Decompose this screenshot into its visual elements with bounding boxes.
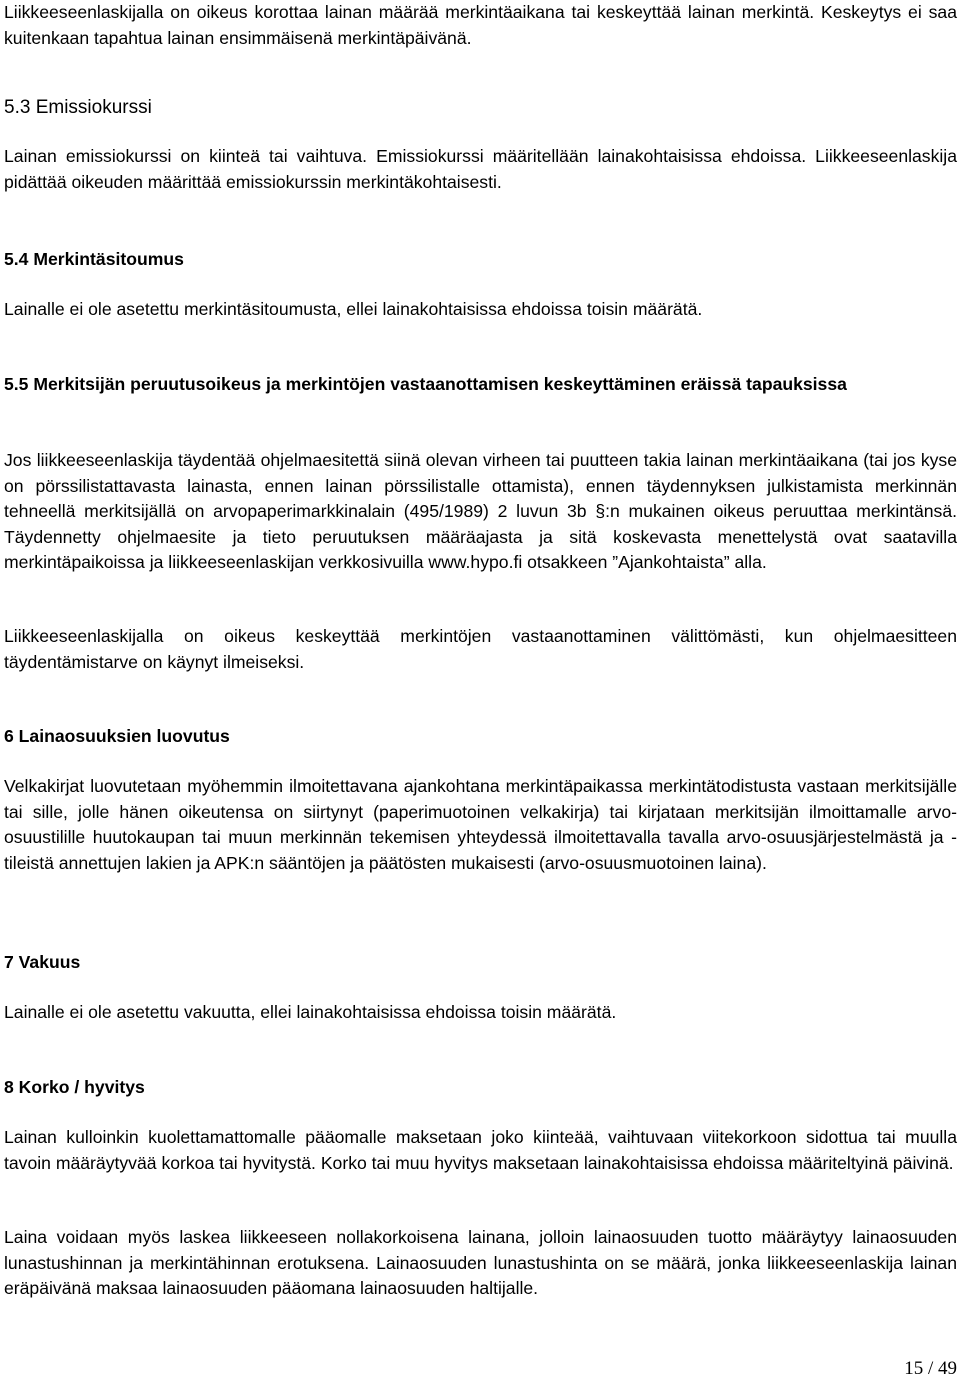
heading-8: 8 Korko / hyvitys	[4, 1077, 145, 1097]
heading-5-5: 5.5 Merkitsijän peruutusoikeus ja merkintöjen vastaanottamisen keskeyttäminen eräissä tapauksissa	[4, 374, 847, 394]
paragraph-5-4: Lainalle ei ole asetettu merkintäsitoumusta, ellei lainakohtaisissa ehdoissa toisin määrätä.	[4, 299, 703, 319]
paragraph-8-a: Lainan kulloinkin kuolettamattomalle pääomalle maksetaan joko kiinteää, vaihtuvaan viitekorkoon sidottua tai muulla tavoin määräytyvää korkoa tai hyvitystä. Korko tai muu hyvitys maksetaan lainakohtaisissa ehdoissa määriteltyinä päivinä.	[4, 1127, 957, 1173]
page-number: 15 / 49	[904, 1358, 957, 1379]
paragraph-6: Velkakirjat luovutetaan myöhemmin ilmoitettavana ajankohtana merkintäpaikassa merkintätodistusta vastaan merkitsijälle tai sille, jolle hänen oikeutensa on siirtynyt (paperimuotoinen velkakirja) tai kirjataan merkitsijän ilmoittamalle arvo-osuustilille huutokaupan tai muun merkinnän tekemisen yhteydessä ilmoitettavalla tavalla arvo-osuusjärjestelmästä ja -tileistä annettujen lakien ja APK:n sääntöjen ja päätösten mukaisesti (arvo-osuusmuotoinen laina).	[4, 776, 957, 873]
heading-7: 7 Vakuus	[4, 952, 81, 972]
heading-5-3: 5.3 Emissiokurssi	[4, 97, 152, 118]
intro-paragraph: Liikkeeseenlaskijalla on oikeus korottaa lainan määrää merkintäaikana tai keskeyttää lainan merkintä. Keskeytys ei saa kuitenkaan tapahtua lainan ensimmäisenä merkintäpäivänä.	[4, 2, 957, 48]
paragraph-5-3: Lainan emissiokurssi on kiinteä tai vaihtuva. Emissiokurssi määritellään lainakohtaisissa ehdoissa. Liikkeeseenlaskija pidättää oikeuden määrittää emissiokurssin merkintäkohtaisesti.	[4, 146, 957, 192]
heading-6: 6 Lainaosuuksien luovutus	[4, 726, 230, 746]
paragraph-5-5-b: Liikkeeseenlaskijalla on oikeus keskeyttää merkintöjen vastaanottaminen välittömästi, kun ohjelmaesitteen täydentämistarve on käynyt ilmeiseksi.	[4, 626, 957, 672]
paragraph-5-5-a: Jos liikkeeseenlaskija täydentää ohjelmaesitettä siinä olevan virheen tai puutteen takia lainan merkintäaikana (tai jos kyse on pörssilistattavasta lainasta, ennen lainan pörssilistalle ottamista), ennen täydennyksen julkistamista merkinnän tehneellä merkitsijällä on arvopaperimarkkinalain (495/1989) 2 luvun 3b §:n mukainen oikeus peruuttaa merkintänsä. Täydennetty ohjelmaesite ja tieto peruutuksen määräajasta ja sitä koskevasta menettelystä ovat saatavilla merkintäpaikoissa ja liikkeeseenlaskijan verkkosivuilla www.hypo.fi otsakkeen ”Ajankohtaista” alla.	[4, 450, 957, 572]
paragraph-8-b: Laina voidaan myös laskea liikkeeseen nollakorkoisena lainana, jolloin lainaosuuden tuotto määräytyy lainaosuuden lunastushinnan ja merkintähinnan erotuksena. Lainaosuuden lunastushinta on se määrä, jonka liikkeeseenlaskija lainan eräpäivänä maksaa lainaosuuden pääomana lainaosuuden haltijalle.	[4, 1227, 957, 1298]
paragraph-7: Lainalle ei ole asetettu vakuutta, ellei lainakohtaisissa ehdoissa toisin määrätä.	[4, 1002, 617, 1022]
heading-5-4: 5.4 Merkintäsitoumus	[4, 249, 184, 269]
